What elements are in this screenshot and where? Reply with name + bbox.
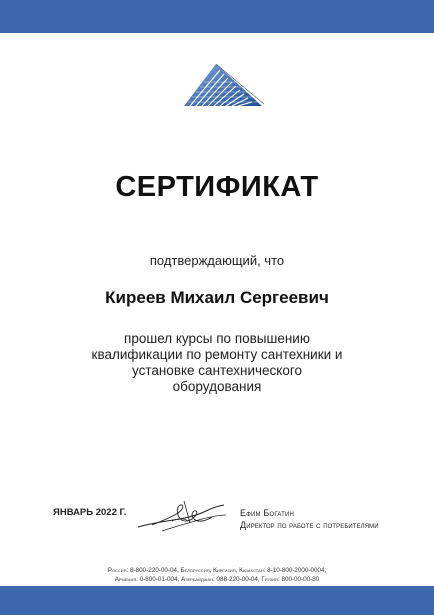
signer-block xyxy=(240,507,379,531)
description-line: установке сантехнического xyxy=(131,363,303,378)
description-line: оборудования xyxy=(172,379,262,394)
description-line: прошел курсы по повышению xyxy=(124,331,310,346)
certificate-title: СЕРТИФИКАТ xyxy=(115,171,319,203)
recipient-name: Киреев Михаил Сергеевич xyxy=(105,288,329,307)
phones-line: Армения: 0-800-01-004, Азербайджан: 088-220-00-04, Грузия: 800-00-00-80 xyxy=(114,575,320,583)
bottom-blue-bar xyxy=(0,586,434,615)
issue-date: ЯНВАРЬ 2022 Г. xyxy=(53,507,127,518)
brand-logo-icon xyxy=(180,60,266,110)
certificate-subtitle: подтверждающий, что xyxy=(149,253,285,268)
top-blue-bar xyxy=(0,0,434,33)
phones-line: Россия: 8-800-220-00-04, Белоруссия, Киргизия, Казахстан: 8-10-800-2000-0004, xyxy=(107,567,327,574)
contact-phones xyxy=(0,567,434,584)
handwritten-signature xyxy=(132,497,232,537)
certificate-description xyxy=(60,331,374,395)
signer-role: Директор по работе с потребителями xyxy=(240,520,379,530)
description-line: квалификации по ремонту сантехники и xyxy=(91,347,343,362)
signer-name: Ефим Богатин xyxy=(240,508,295,518)
